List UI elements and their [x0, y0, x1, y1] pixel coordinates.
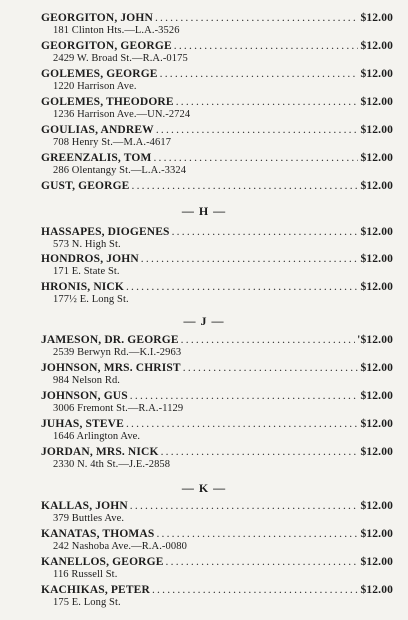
entry-name: KANELLOS, GEORGE [41, 556, 164, 568]
entry-amount: $12.00 [360, 362, 393, 374]
entry-amount: $12.00 [360, 390, 393, 402]
entry-address: 175 E. Long St. [53, 597, 121, 608]
entry-address: 171 E. State St. [53, 266, 120, 277]
entry-name: GUST, GEORGE [41, 180, 130, 192]
entry-amount: $12.00 [360, 68, 393, 80]
entry-amount: $12.00 [360, 281, 393, 293]
entry-amount: $12.00 [360, 96, 393, 108]
leader-dots [161, 446, 359, 459]
entry-juhas-steve [41, 418, 393, 443]
entry-amount: '$12.00 [357, 334, 393, 346]
entry-name: JOHNSON, MRS. CHRIST [41, 362, 181, 374]
entry-golemes-theodore [41, 96, 393, 121]
entry-amount: $12.00 [360, 446, 393, 458]
entry-amount: $12.00 [360, 528, 393, 540]
entry-gust-george [41, 180, 393, 193]
entry-kanellos-george [41, 556, 393, 581]
entry-address: 177½ E. Long St. [53, 294, 129, 305]
entry-name: JAMESON, DR. GEORGE [41, 334, 179, 346]
leader-dots [126, 281, 359, 294]
leader-dots [172, 226, 359, 239]
entry-amount: $12.00 [360, 40, 393, 52]
entry-hondros-john [41, 253, 393, 278]
entry-name: KALLAS, JOHN [41, 500, 128, 512]
entry-greenzalis-tom [41, 152, 393, 177]
entry-address: 2429 W. Broad St.—R.A.-0175 [53, 53, 188, 64]
entry-kachikas-peter [41, 584, 393, 609]
leader-dots [156, 124, 359, 137]
entry-amount: $12.00 [360, 500, 393, 512]
entry-name: JORDAN, MRS. NICK [41, 446, 159, 458]
entry-amount: $12.00 [360, 226, 393, 238]
entry-name: GEORGITON, GEORGE [41, 40, 172, 52]
entry-name: JUHAS, STEVE [41, 418, 124, 430]
section-header-j: — J — [183, 314, 225, 328]
leader-dots [126, 418, 359, 431]
leader-dots [141, 253, 359, 266]
leader-dots [176, 96, 359, 109]
entry-georgiton-george [41, 40, 393, 65]
entry-address: 379 Buttles Ave. [53, 513, 125, 524]
entry-address: 1236 Harrison Ave.—UN.-2724 [53, 109, 191, 120]
entry-name: KANATAS, THOMAS [41, 528, 155, 540]
entry-address: 3006 Fremont St.—R.A.-1129 [53, 403, 184, 414]
entry-name: GREENZALIS, TOM [41, 152, 152, 164]
entry-amount: $12.00 [360, 152, 393, 164]
entry-name: HRONIS, NICK [41, 281, 124, 293]
section-header-k: — K — [181, 481, 227, 495]
entry-georgiton-john [41, 12, 393, 37]
entry-amount: $12.00 [360, 124, 393, 136]
leader-dots [155, 12, 359, 25]
entry-address: 286 Olentangy St.—L.A.-3324 [53, 165, 187, 176]
entry-address: 181 Clinton Hts.—L.A.-3526 [53, 25, 180, 36]
entry-amount: $12.00 [360, 556, 393, 568]
leader-dots [183, 362, 359, 375]
entry-amount: $12.00 [360, 180, 393, 192]
entry-address: 116 Russell St. [53, 569, 118, 580]
entry-address: 2539 Berwyn Rd.—K.I.-2963 [53, 347, 182, 358]
entry-name: HONDROS, JOHN [41, 253, 139, 265]
entry-amount: $12.00 [360, 418, 393, 430]
leader-dots [132, 180, 359, 193]
entry-kanatas-thomas [41, 528, 393, 553]
entry-golemes-george [41, 68, 393, 93]
entry-amount: $12.00 [360, 253, 393, 265]
entry-name: GOULIAS, ANDREW [41, 124, 154, 136]
entry-hassapes-diogenes [41, 226, 393, 251]
entry-address: 708 Henry St.—M.A.-4617 [53, 137, 172, 148]
leader-dots [152, 584, 359, 597]
entry-amount: $12.00 [360, 12, 393, 24]
entry-name: KACHIKAS, PETER [41, 584, 150, 596]
entry-address: 1646 Arlington Ave. [53, 431, 141, 442]
entry-johnson-christ [41, 362, 393, 387]
entry-goulias-andrew [41, 124, 393, 149]
section-header-h: — H — [181, 204, 227, 218]
entry-hronis-nick [41, 281, 393, 306]
entry-name: JOHNSON, GUS [41, 390, 128, 402]
entry-johnson-gus [41, 390, 393, 415]
entry-jameson-george [41, 334, 393, 359]
entry-address: 984 Nelson Rd. [53, 375, 121, 386]
leader-dots [130, 500, 359, 513]
leader-dots [160, 68, 359, 81]
leader-dots [166, 556, 359, 569]
entry-address: 2330 N. 4th St.—J.E.-2858 [53, 459, 171, 470]
entry-jordan-nick [41, 446, 393, 471]
entry-name: GOLEMES, GEORGE [41, 68, 158, 80]
entry-name: GOLEMES, THEODORE [41, 96, 174, 108]
entry-amount: $12.00 [360, 584, 393, 596]
entry-address: 573 N. High St. [53, 239, 121, 250]
entry-name: HASSAPES, DIOGENES [41, 226, 170, 238]
entry-address: 1220 Harrison Ave. [53, 81, 137, 92]
leader-dots [130, 390, 359, 403]
entry-address: 242 Nashoba Ave.—R.A.-0080 [53, 541, 187, 552]
entry-kallas-john [41, 500, 393, 525]
leader-dots [153, 152, 358, 165]
leader-dots [156, 528, 358, 541]
entry-name: GEORGITON, JOHN [41, 12, 153, 24]
leader-dots [174, 40, 359, 53]
leader-dots [181, 334, 355, 347]
